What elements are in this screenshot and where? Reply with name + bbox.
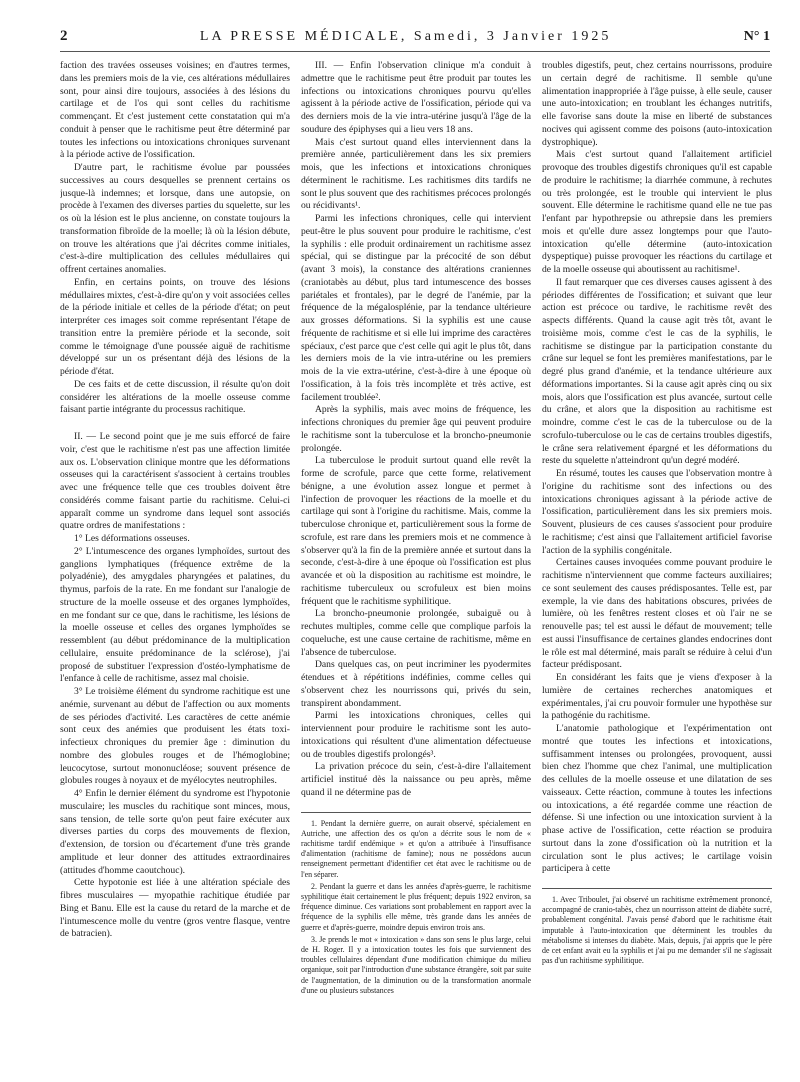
paragraph: faction des travées osseuses voisines; en d'autres termes, dans les premiers mois de la vie, ces altérations médullaires sont, pour ainsi dire toujours, associées à des lésions du cartilage et de l'os qui sont celles du rachitisme commençant. Et c'est justement cette constatation qui m'a conduit à penser que le rachitisme peut être déterminé par toutes les infections ou intoxications chroniques survenant à la période active de l'ossification. (60, 60, 290, 161)
paragraph: Il faut remarquer que ces diverses causes agissent à des périodes différentes de l'ossification; et suivant que leur action est précoce ou tardive, le rachitisme revêt des aspects différents. Quand la cause agit très tôt, avant le troisième mois, comme c'est le cas de la syphilis, le rachitisme se distingue par la participation constante du crâne sur lequel se font les premières manifestations, par le degré plus grand d'anémie, et la tendance ultérieure aux déformations importantes. Si la cause agit après cinq ou six mois, alors que l'ossification est plus avancée, surtout celle du crâne, et alors que la disposition au rachitisme est moindre, comme c'est le cas de la tuberculose ou de la scrofulo-tuberculose ou le cas de certains troubles digestifs, le crâne sera relativement épargné et les déformations du reste du squelette n'atteindront qu'un degré modéré. (542, 276, 772, 467)
paragraph: Parmi les infections chroniques, celle qui intervient peut-être le plus souvent pour produire le rachitisme, c'est la syphilis : elle produit ordinairement un rachitisme assez spécial, qui se distingue par la précocité de son début (avant 3 mois), la constance des altérations craniennes (craniotabès au début, plus tard intumescence des bosses pariétales et frontales), par le degré de l'anémie, par la fréquence de la mégalosplénie, par la tendance ultérieure aux grosses déformations. Si la syphilis est une cause fréquente de rachitisme et si elle lui imprime des caractères spéciaux, c'est parce que c'est celle qui agit le plus tôt, dans les derniers mois de la vie intra-utérine ou les premiers mois de la vie extra-utérine, c'est-à-dire à une époque où l'ossification, à la fois très incomplète et très active, est facilement troublée². (301, 213, 531, 403)
footnote: 2. Pendant la guerre et dans les années d'après-guerre, le rachitisme syphilitique était certainement le plus fréquent; depuis 1922 environ, sa fréquence diminue. Ces variations sont probablement en rapport avec la fréquence de la syphilis elle même, très grande dans les années de guerre et d'après-guerre, moindre depuis environ trois ans. (301, 881, 531, 932)
footnote: 1. Pendant la dernière guerre, on aurait observé, spécialement en Autriche, une affection des os qu'on a décrite sous le nom de « rachitisme tardif endémique » et qu'on a attribuée à l'insuffisance d'alimentation (rachitisme de famine); nous ne possédons aucun renseignement permettant d'identifier cet état avec le rachitisme ou de l'en séparer. (301, 818, 531, 879)
paragraph: Enfin, en certains points, on trouve des lésions médullaires mixtes, c'est-à-dire qu'on y voit associées celles de la période initiale et celles de la période d'état; on peut interpréter ces images soit comme représentant l'étape de transition entre la première période et la seconde, soit comme le témoignage d'une poussée aiguë de rachitisme développé sur un os présentant déjà des lésions de la période d'état. (60, 276, 290, 377)
column-3 (542, 60, 772, 1075)
footnote: 3. Je prends le mot « intoxication » dans son sens le plus large, celui de H. Roger. Il y a intoxication toutes les fois que surviennent des troubles cellulaires dépendant d'une modification chimique du milieu organique, soit par l'introduction d'une substance étrangère, soit par suite de l'augmentation, de la diminution ou de la transformation anormale d'une ou plusieurs substances (301, 934, 531, 995)
paragraph: De ces faits et de cette discussion, il résulte qu'on doit considérer les altérations de la moelle osseuse comme faisant partie intégrante du processus rachitique. (60, 378, 290, 416)
running-title: LA PRESSE MÉDICALE, Samedi, 3 Janvier 1925 (199, 29, 612, 44)
issue-number: N° 1 (743, 29, 770, 44)
footnote: 1. Avec Triboulet, j'ai observé un rachitisme extrêmement prononcé, accompagné de cranio-tabès, chez un nourrisson atteint de diabète sucré, probablement congénital. J'avais pensé d'abord que le rachitisme était imputable à l'auto-intoxication que déterminent les troubles du métabolisme si intenses du diabète. Mais, depuis, j'ai appris que le père de cet enfant avait eu la syphilis et j'ai pu me demander s'il ne s'agissait pas d'un rachitisme syphilitique. (542, 895, 772, 966)
paragraph: Mais c'est surtout quand l'allaitement artificiel provoque des troubles digestifs chroniques qu'il est capable de produire le rachitisme; la diarrhée commune, à rechutes ou très prolongée, est le trouble qui intervient le plus souvent. Elle détermine le rachitisme quand elle ne tue pas l'enfant par hypothrepsie ou athrepsie dans les premiers mois et qu'elle dure assez longtemps pour que l'auto-intoxication qu'elle détermine (auto-intoxication dyspeptique) puisse provoquer les réactions du cartilage et de la moelle osseuse qui aboutissent au rachitisme¹. (542, 149, 772, 275)
section-paragraph: III. — Enfin l'observation clinique m'a conduit à admettre que le rachitisme peut être produit par toutes les infections ou intoxications chroniques pourvu qu'elles agissent à la période active de l'ossification, période qui va des derniers mois de la vie intra-utérine jusqu'à l'âge de la soudure des épiphyses qui a lieu vers 18 ans. (301, 60, 531, 135)
paragraph: Après la syphilis, mais avec moins de fréquence, les infections chroniques du premier âge qui peuvent produire le rachitisme sont la tuberculose et la broncho-pneumonie prolongée. (301, 404, 531, 454)
paragraph: Certaines causes invoquées comme pouvant produire le rachitisme n'interviennent que comme facteurs auxiliaires; ce sont seulement des causes prédisposantes. Telle est, par exemple, la vie dans des habitations obscures, privées de lumière, où les fenêtres restent closes et où l'air ne se renouvelle pas; tel est aussi le défaut de mouvement; telle est aussi l'insuffisance de certaines glandes endocrines dont le rôle est mal déterminé, mais paraît se réduire à celui d'un facteur prédisposant. (542, 557, 772, 671)
list-item: 1° Les déformations osseuses. (74, 533, 190, 544)
paragraph: La broncho-pneumonie prolongée, subaiguë ou à rechutes multiples, comme celle que complique parfois la coqueluche, est une cause certaine de rachitisme, même en l'absence de tuberculose. (301, 608, 531, 658)
paragraph: Cette hypotonie est liée à une altération spéciale des fibres musculaires — myopathie rachitique étudiée par Bing et Banu. Elle est la cause du retard de la marche et de l'intumescence molle du ventre (gros ventre flasque, ventre de batracien). (60, 877, 290, 940)
paragraph: En résumé, toutes les causes que l'observation montre à l'origine du rachitisme sont des infections ou des intoxications chroniques agissant à la période active de l'ossification, particulièrement dans les six premiers mois. Souvent, plusieurs de ces causes s'associent pour produire le rachitisme; c'est ainsi que l'allaitement artificiel favorise l'action de la syphilis congénitale. (542, 468, 772, 556)
column-2 (301, 60, 531, 1075)
page-header (60, 28, 770, 50)
paragraph: En considérant les faits que je viens d'exposer à la lumière de certaines recherches anatomiques et expérimentales, j'ai cru pouvoir formuler une hypothèse sur la pathogénie du rachitisme. (542, 672, 772, 722)
paragraph: Parmi les intoxications chroniques, celles qui interviennent pour produire le rachitisme sont les auto-intoxications qui résultent d'une alimentation défectueuse ou de troubles digestifs prolongés³. (301, 710, 531, 760)
paragraph: Mais c'est surtout quand elles interviennent dans la première année, particulièrement dans les six premiers mois, que les infections et intoxications chroniques déterminent le rachitisme. Les rachitismes dits tardifs ne sont le plus souvent que des rachitismes précoces prolongés ou récidivants¹. (301, 136, 531, 212)
footnotes (301, 812, 531, 996)
section-paragraph: II. — Le second point que je me suis efforcé de faire voir, c'est que le rachitisme n'est pas une affection limitée aux os. L'observation clinique montre que les déformations osseuses qui la caractérisent s'associent à certains troubles avec une fréquence telle que ces troubles doivent être considérés comme faisant partie du rachitisme. Celui-ci apparaît comme un syndrome dans lequel sont associés quatre ordres de manifestations : (60, 431, 290, 532)
paragraph: La tuberculose le produit surtout quand elle revêt la forme de scrofule, parce que cette forme, relativement bénigne, a une évolution assez longue et permet à l'infection de provoquer les réactions de la moelle et du cartilage qui sont à l'origine du rachitisme. Mais, comme la tuberculose chronique et, particulièrement sous la forme de scrofule, est rare dans les premiers mois et ne commence à s'observer qu'à la fin de la première année et surtout dans la seconde, c'est-à-dire à une époque où l'ossification est plus avancée et où la disposition au rachitisme est moindre, le rachitisme tuberculeux ou scrofuleux est bien moins fréquent que le rachitisme syphilitique. (301, 455, 531, 607)
footnotes (542, 888, 772, 966)
column-1 (60, 60, 290, 1075)
page-number: 2 (60, 28, 68, 44)
paragraph: troubles digestifs, peut, chez certains nourrissons, produire un certain degré de rachitisme. Il semble qu'une alimentation inappropriée à l'âge puisse, à elle seule, causer une auto-intoxication; en troublant les échanges nutritifs, elle favorise sans doute la mise en liberté de substances nocives qui agissent comme des poisons (auto-intoxication dystrophique). (542, 60, 772, 148)
list-item: 4° Enfin le dernier élément du syndrome est l'hypotonie musculaire; les muscles du rachitique sont minces, mous, sans tension, de telle sorte qu'on peut faire exécuter aux diverses parties du corps des mouvements de flexion, d'extension, de torsion ou d'écartement d'une très grande amplitude et leur donner des attitudes extraordinaires (attitudes d'homme caoutchouc). (60, 788, 290, 876)
paragraph: D'autre part, le rachitisme évolue par poussées successives au cours desquelles se prennent certains os jusque-là indemnes; et lorsque, dans une autopsie, on procède à l'examen des diverses parties du squelette, sur les os où la lésion est le plus ancienne, on constate toujours la transformation fibroïde de la moelle; là où la lésion débute, on trouve les altérations que j'ai décrites comme initiales, c'est-à-dire multiplication des cellules médullaires qui offrent certaines anomalies. (60, 162, 290, 275)
header-rule (60, 51, 770, 52)
list-item: 2° L'intumescence des organes lymphoïdes, surtout des ganglions lymphatiques (fréquence extrême de la polyadénie), des amygdales pharyngées et palatines, du thymus, parfois de la rate. En me fondant sur l'analogie de structure de la moelle osseuse et des organes lymphoïdes, en me fondant sur ce que, dans le rachitisme, les lésions de la moelle osseuse et celles des organes lymphoïdes se ressemblent (au début prédominance de la multiplication cellulaire, ensuite prédominance de la sclérose), j'ai proposé de substituer l'expression d'ostéo-lymphatisme de l'enfance à celle de rachitisme, assez mal choisie. (60, 545, 290, 685)
list-item: 3° Le troisième élément du syndrome rachitique est une anémie, survenant au début de l'affection ou aux moments de ses périodes d'activité. Les caractères de cette anémie sont ceux des anémies que produisent les états toxi-infectieux chroniques du premier âge : diminution du nombre des globules rouges et de l'hémoglobine; leucocytose, surtout mononucléose; souvent présence de globules rouges à noyaux et de myélocytes neutrophiles. (60, 686, 290, 787)
paragraph: L'anatomie pathologique et l'expérimentation ont montré que toutes les infections et intoxications, suffisamment intenses ou prolongées, provoquent, aussi bien chez l'homme que chez l'animal, une multiplication des cellules de la moelle osseuse et une dilatation de ses vaisseaux. Cette réaction, commune à toutes les infections ou intoxications, a été regardée comme une réaction de défense. Si une infection ou une intoxication survient à la phase active de l'ossification, cette réaction se produira surtout dans la zone d'ossification où la nutrition et la circulation sont le plus actives; le cartilage voisin participera à cette (542, 723, 772, 875)
paragraph: Dans quelques cas, on peut incriminer les pyodermites étendues et à répétitions indéfinies, comme celles qui s'observent chez les nourrissons qui, privés du sein, transpirent abondamment. (301, 659, 531, 709)
paragraph: La privation précoce du sein, c'est-à-dire l'allaitement artificiel institué dès la naissance ou peu après, même quand il ne détermine pas de (301, 761, 531, 798)
